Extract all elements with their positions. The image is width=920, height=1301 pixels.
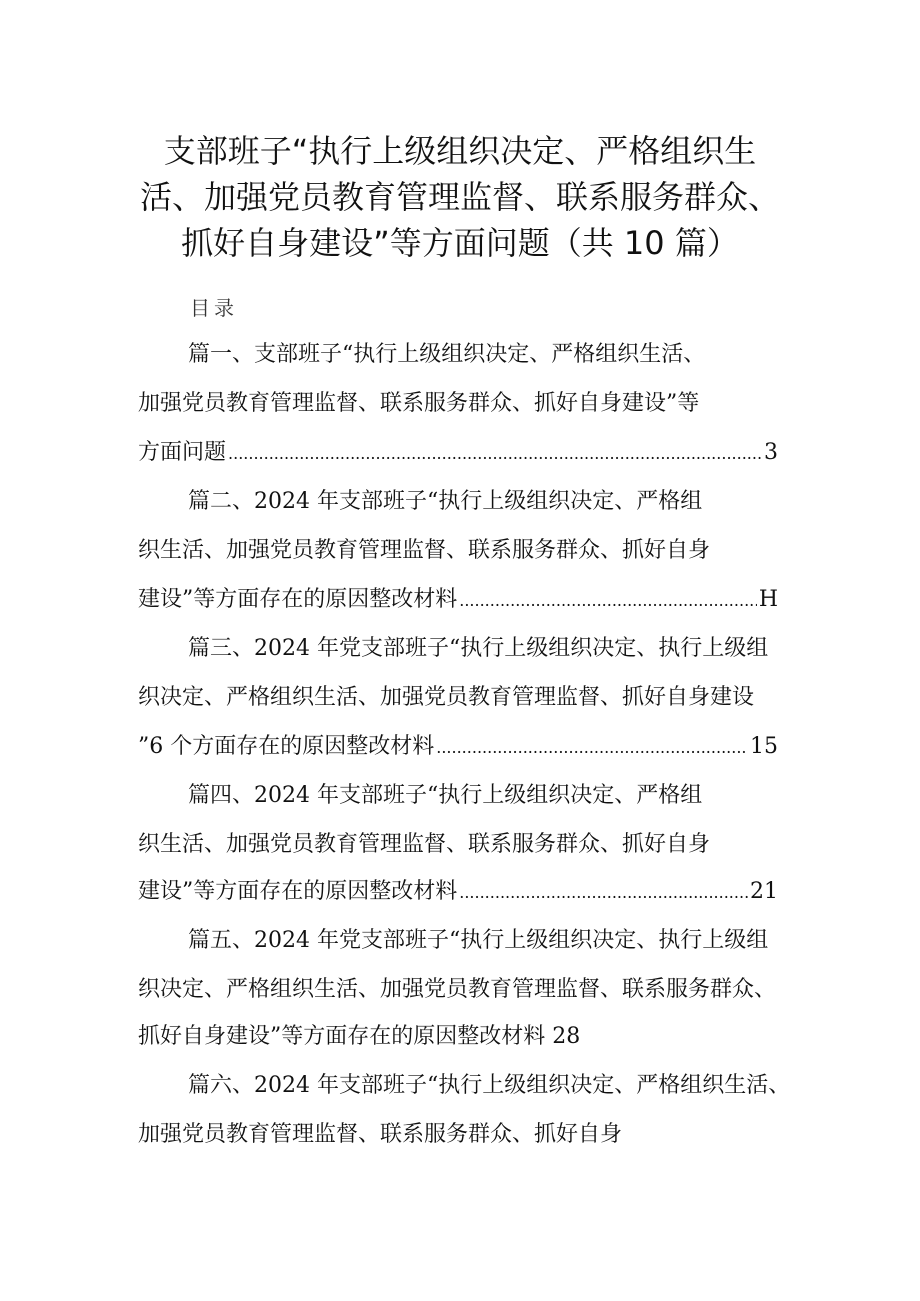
toc-entry-1-leader[interactable] bbox=[138, 438, 778, 468]
toc-entry-5-line-3[interactable]: 抓好自身建设”等方面存在的原因整改材料 28 bbox=[138, 1024, 581, 1049]
toc-entry-1-line-1[interactable]: 篇一、支部班子“执行上级组织决定、严格组织生活、 bbox=[188, 342, 706, 367]
toc-entry-3-page: 15 bbox=[750, 734, 778, 759]
toc-entry-6-line-1[interactable]: 篇六、2024 年支部班子“执行上级组织决定、严格组织生活、 bbox=[188, 1073, 791, 1098]
toc-entry-4-line-2[interactable]: 织生活、加强党员教育管理监督、联系服务群众、抓好自身 bbox=[138, 832, 711, 857]
toc-entry-1-line-2[interactable]: 加强党员教育管理监督、联系服务群众、抓好自身建设”等 bbox=[138, 391, 700, 416]
toc-entry-4-leader[interactable] bbox=[138, 877, 778, 907]
toc-entry-2-last: 建设”等方面存在的原因整改材料 bbox=[138, 587, 458, 612]
toc-entry-5-line-2[interactable]: 织决定、严格组织生活、加强党员教育管理监督、联系服务群众、 bbox=[138, 977, 777, 1002]
toc-entry-3-last: ”6 个方面存在的原因整改材料 bbox=[138, 734, 435, 759]
dot-leader bbox=[459, 878, 748, 908]
toc-entry-4-last: 建设”等方面存在的原因整改材料 bbox=[138, 879, 458, 904]
toc-entry-2-leader[interactable] bbox=[138, 585, 778, 615]
toc-entry-3-leader[interactable] bbox=[138, 732, 778, 762]
title-line-2: 活、加强党员教育管理监督、联系服务群众、 bbox=[139, 178, 780, 216]
dot-leader bbox=[228, 439, 762, 469]
toc-entry-5-line-1[interactable]: 篇五、2024 年党支部班子“执行上级组织决定、执行上级组 bbox=[188, 928, 769, 953]
dot-leader bbox=[459, 586, 757, 616]
title-line-1: 支部班子“执行上级组织决定、严格组织生 bbox=[163, 132, 757, 170]
title-line-3: 抓好自身建设”等方面问题（共 10 篇） bbox=[181, 224, 739, 262]
dot-leader bbox=[436, 733, 748, 763]
toc-entry-2-page: H bbox=[758, 587, 778, 612]
toc-heading: 目录 bbox=[190, 296, 238, 320]
toc-entry-2-line-1[interactable]: 篇二、2024 年支部班子“执行上级组织决定、严格组 bbox=[188, 489, 703, 514]
toc-entry-4-line-1[interactable]: 篇四、2024 年支部班子“执行上级组织决定、严格组 bbox=[188, 783, 703, 808]
toc-entry-3-line-1[interactable]: 篇三、2024 年党支部班子“执行上级组织决定、执行上级组 bbox=[188, 636, 769, 661]
toc-entry-1-last: 方面问题 bbox=[138, 440, 227, 465]
toc-entry-3-line-2[interactable]: 织决定、严格组织生活、加强党员教育管理监督、抓好自身建设 bbox=[138, 685, 755, 710]
toc-entry-4-page: 21 bbox=[750, 879, 778, 904]
toc-entry-6-line-2[interactable]: 加强党员教育管理监督、联系服务群众、抓好自身 bbox=[138, 1122, 623, 1147]
document-title bbox=[120, 128, 800, 266]
toc-entry-2-line-2[interactable]: 织生活、加强党员教育管理监督、联系服务群众、抓好自身 bbox=[138, 538, 711, 563]
toc-entry-1-page: 3 bbox=[764, 440, 778, 465]
